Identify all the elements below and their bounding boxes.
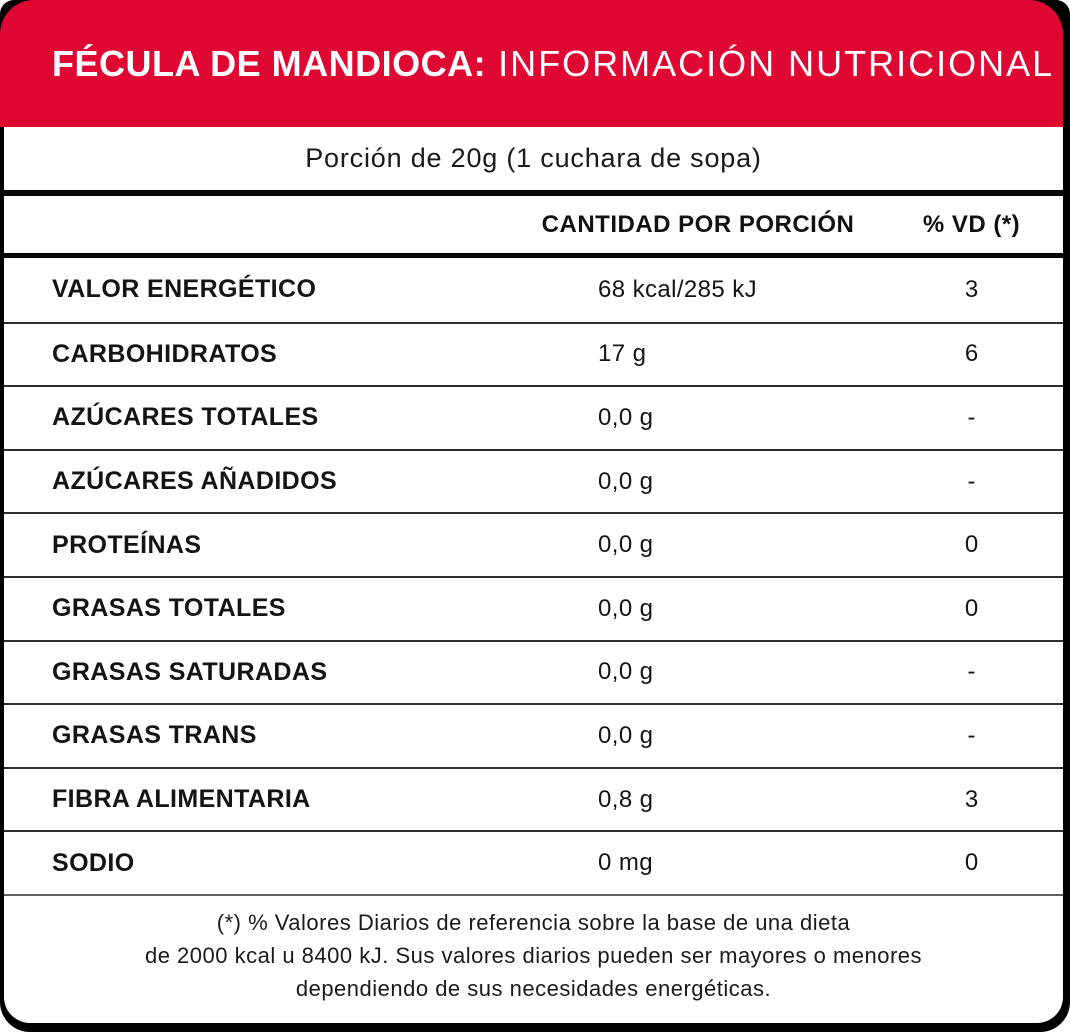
row-label: VALOR ENERGÉTICO <box>52 275 317 304</box>
table-row <box>4 322 1063 386</box>
table-row <box>4 449 1063 513</box>
row-dv: 0 <box>964 594 979 622</box>
row-amount: 0,0 g <box>598 658 654 686</box>
row-amount: 0 mg <box>598 849 653 877</box>
row-label: FIBRA ALIMENTARIA <box>52 785 311 814</box>
column-header-amount: CANTIDAD POR PORCIÓN <box>541 210 855 238</box>
row-dv: 3 <box>964 275 979 303</box>
label-body <box>4 127 1063 1023</box>
row-label: GRASAS SATURADAS <box>52 657 328 686</box>
row-dv: - <box>967 467 976 495</box>
row-label: CARBOHIDRATOS <box>52 339 278 368</box>
row-label: PROTEÍNAS <box>52 530 202 559</box>
footnote-line: de 2000 kcal u 8400 kJ. Sus valores diarios pueden ser mayores o menores <box>144 942 923 968</box>
table-row <box>4 640 1063 704</box>
header-banner <box>0 0 1063 127</box>
row-amount: 17 g <box>598 340 647 368</box>
row-amount: 0,0 g <box>598 403 654 431</box>
row-label: SODIO <box>52 848 135 877</box>
table-row <box>4 385 1063 449</box>
row-label: GRASAS TRANS <box>52 721 257 750</box>
row-label: AZÚCARES AÑADIDOS <box>52 467 338 496</box>
column-header-row <box>4 196 1063 258</box>
row-label: GRASAS TOTALES <box>52 594 286 623</box>
table-row <box>4 512 1063 576</box>
footnote-line: dependiendo de sus necesidades energéticas. <box>295 975 772 1001</box>
row-dv: 3 <box>964 785 979 813</box>
table-row <box>4 258 1063 322</box>
table-row <box>4 703 1063 767</box>
row-amount: 0,0 g <box>598 467 654 495</box>
row-dv: 0 <box>964 531 979 559</box>
footnote <box>4 894 1063 1023</box>
row-amount: 0,0 g <box>598 594 654 622</box>
row-amount: 0,0 g <box>598 721 654 749</box>
footnote-line: (*) % Valores Diarios de referencia sobre la base de una dieta <box>216 909 851 935</box>
column-header-dv: % VD (*) <box>922 210 1021 238</box>
row-dv: 6 <box>964 340 979 368</box>
row-label: AZÚCARES TOTALES <box>52 403 319 432</box>
row-amount: 68 kcal/285 kJ <box>598 275 758 303</box>
row-dv: - <box>967 721 976 749</box>
row-amount: 0,0 g <box>598 531 654 559</box>
row-amount: 0,8 g <box>598 785 654 813</box>
table-row <box>4 830 1063 894</box>
table-row <box>4 576 1063 640</box>
serving-size-text: Porción de 20g (1 cuchara de sopa) <box>4 127 1063 196</box>
row-dv: - <box>967 658 976 686</box>
header-subtitle: INFORMACIÓN NUTRICIONAL <box>498 42 1055 84</box>
row-dv: - <box>967 403 976 431</box>
product-name: FÉCULA DE MANDIOCA: <box>52 42 487 84</box>
row-dv: 0 <box>964 849 979 877</box>
table-row <box>4 767 1063 831</box>
